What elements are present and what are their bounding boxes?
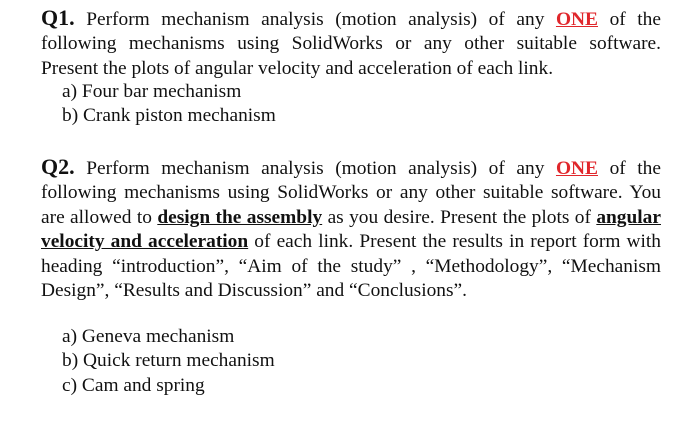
- question-1-option: b) Crank piston mechanism: [62, 105, 276, 127]
- question-2-options: [62, 325, 275, 398]
- question-2-text-mid2: as you desire. Present the plots of: [327, 206, 591, 228]
- question-1-option: a) Four bar mechanism: [62, 81, 242, 102]
- question-2-bold-design: design the assembly: [157, 206, 323, 228]
- question-2-text-after: of each link. Present the results in report form with heading “introduction”, “Aim of the study” , “Methodology”, “Mechanism Design”, “Results and Discussion” and “Conclusions”.: [41, 231, 661, 302]
- question-1-text-before: Perform mechanism analysis (motion analysis) of any: [86, 9, 545, 30]
- question-2-number: Q2.: [41, 154, 75, 179]
- question-1-number: Q1.: [41, 5, 75, 30]
- question-2-text-mid1: of the following mechanisms using SolidWorks or any other suitable software. You are allowed to: [41, 158, 661, 228]
- question-2-option: a) Geneva mechanism: [62, 326, 235, 347]
- question-2-emphasis: ONE: [555, 158, 598, 179]
- question-2-option: b) Quick return mechanism: [62, 350, 275, 372]
- question-1-text-after: of the following mechanisms using SolidWorks or any other suitable software. Present the plots of angular velocity and acceleration of each link.: [41, 9, 661, 79]
- question-2-bold-angular: angular velocity and acceleration: [41, 206, 661, 253]
- question-2-option: c) Cam and spring: [62, 374, 205, 396]
- question-1: [41, 6, 661, 81]
- question-1-options: [62, 80, 276, 129]
- question-1-emphasis: ONE: [555, 9, 598, 30]
- question-2: [41, 155, 661, 303]
- question-2-text-before: Perform mechanism analysis (motion analysis) of any: [86, 158, 545, 179]
